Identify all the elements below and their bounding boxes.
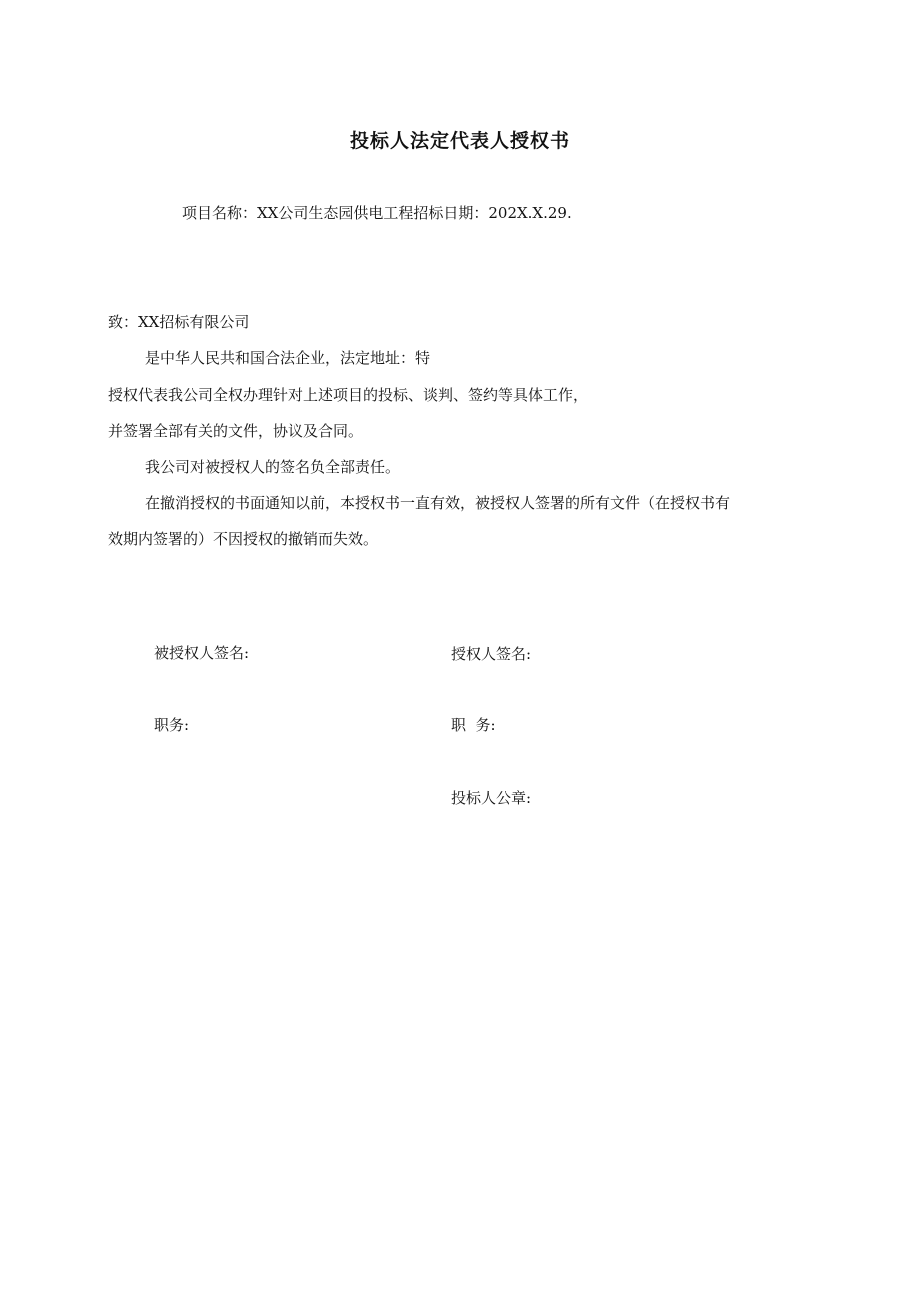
authorizer-signature-label: 授权人签名: bbox=[451, 645, 532, 663]
authorized-signature-label: 被授权人签名: bbox=[154, 644, 250, 662]
project-info-line: 项目名称：XX公司生态园供电工程招标日期：202X.X.29. bbox=[182, 204, 572, 222]
paragraph-responsibility: 我公司对被授权人的签名负全部责任。 bbox=[145, 458, 401, 476]
document-title: 投标人法定代表人授权书 bbox=[349, 130, 570, 152]
paragraph-validity-1: 在撤消授权的书面通知以前，本授权书一直有效，被授权人签署的所有文件（在授权书有 bbox=[145, 494, 731, 512]
addressee-line: 致：XX招标有限公司 bbox=[108, 313, 250, 331]
authorized-position-label: 职务: bbox=[154, 716, 190, 734]
paragraph-validity-2: 效期内签署的）不因授权的撤销而失效。 bbox=[108, 530, 379, 548]
paragraph-legal-entity: 是中华人民共和国合法企业，法定地址：特 bbox=[145, 349, 431, 367]
paragraph-sign-documents: 并签署全部有关的文件，协议及合同。 bbox=[108, 422, 364, 440]
authorizer-position-label: 职 务: bbox=[451, 716, 496, 734]
bidder-seal-label: 投标人公章: bbox=[451, 789, 532, 807]
paragraph-authorization-scope: 授权代表我公司全权办理针对上述项目的投标、谈判、签约等具体工作， bbox=[108, 386, 589, 404]
